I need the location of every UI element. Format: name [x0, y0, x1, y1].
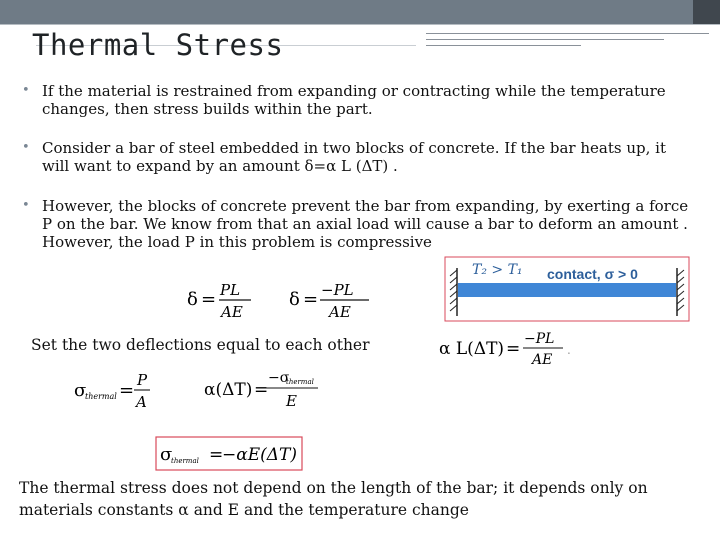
eq3-lhs: α L(ΔT) — [439, 339, 505, 359]
eq4-den: A — [136, 393, 147, 411]
eq6-rhs: −αE(ΔT) — [222, 445, 298, 465]
thermal-stress-ratio-equation — [72, 367, 162, 415]
svg-text:=: = — [209, 445, 224, 465]
eq5-num: −σ — [268, 370, 290, 386]
eq6-sub: thermal — [171, 457, 199, 465]
bullet-text: If the material is restrained from expanding or contracting while the temperature changes, then stress builds within the part. — [42, 82, 666, 118]
conclusion-text: The thermal stress does not depend on the length of the bar; it depends only on materials constants α and E and the temperature change — [19, 479, 648, 519]
bullet-dot-icon: • — [22, 140, 30, 155]
deflection-equations — [183, 276, 383, 326]
deco-line — [426, 45, 581, 46]
eq5-den: E — [286, 392, 297, 410]
eq1-lhs: δ — [187, 289, 198, 310]
svg-text:=: = — [119, 380, 135, 401]
eq3-den: AE — [532, 352, 553, 368]
bullet-dot-icon: • — [22, 83, 30, 98]
eq2-den: AE — [329, 303, 351, 321]
bar-figure — [444, 256, 690, 322]
steel-bar — [458, 283, 676, 297]
eq5-num-sub: thermal — [286, 378, 314, 386]
bullet-text: However, the blocks of concrete prevent the bar from expanding, by exerting a force P on the bar. We know from that an axial load will cause a bar to deform an amount . However, the load P in this problem is compressive — [42, 197, 689, 251]
top-banner-dark — [693, 0, 720, 24]
eq4-sub: thermal — [85, 392, 117, 401]
eq4-lhs: σ — [74, 380, 87, 401]
temperature-label: T₂ > T₁ — [472, 262, 523, 278]
eq2-lhs: δ — [289, 289, 300, 310]
eq3-num: −PL — [524, 331, 555, 347]
svg-text:=: = — [201, 289, 217, 310]
equal-deflections-equation — [436, 327, 586, 371]
thermal-stress-result-equation — [155, 436, 305, 472]
eq2-num: −PL — [321, 281, 354, 299]
svg-text:=: = — [303, 289, 319, 310]
strain-stress-equation — [202, 366, 332, 414]
svg-text:=: = — [506, 339, 521, 359]
deco-line — [426, 39, 664, 40]
svg-text:=: = — [254, 380, 269, 400]
svg-text:.: . — [567, 343, 571, 357]
page-title: Thermal Stress — [32, 28, 284, 62]
top-banner — [0, 0, 720, 24]
bullet-text: Consider a bar of steel embedded in two blocks of concrete. If the bar heats up, it will want to expand by an amount δ=α L (ΔT) . — [42, 139, 666, 175]
eq5-lhs: α(ΔT) — [204, 380, 253, 400]
deco-line — [0, 24, 720, 25]
eq1-den: AE — [221, 303, 243, 321]
deco-line — [426, 33, 709, 34]
eq4-num: P — [137, 371, 148, 389]
set-deflections-text: Set the two deflections equal to each other — [31, 336, 370, 354]
eq1-num: PL — [220, 281, 241, 299]
eq6-lhs: σ — [160, 444, 173, 465]
bullet-dot-icon: • — [22, 198, 30, 213]
contact-label: contact, σ > 0 — [547, 266, 638, 282]
